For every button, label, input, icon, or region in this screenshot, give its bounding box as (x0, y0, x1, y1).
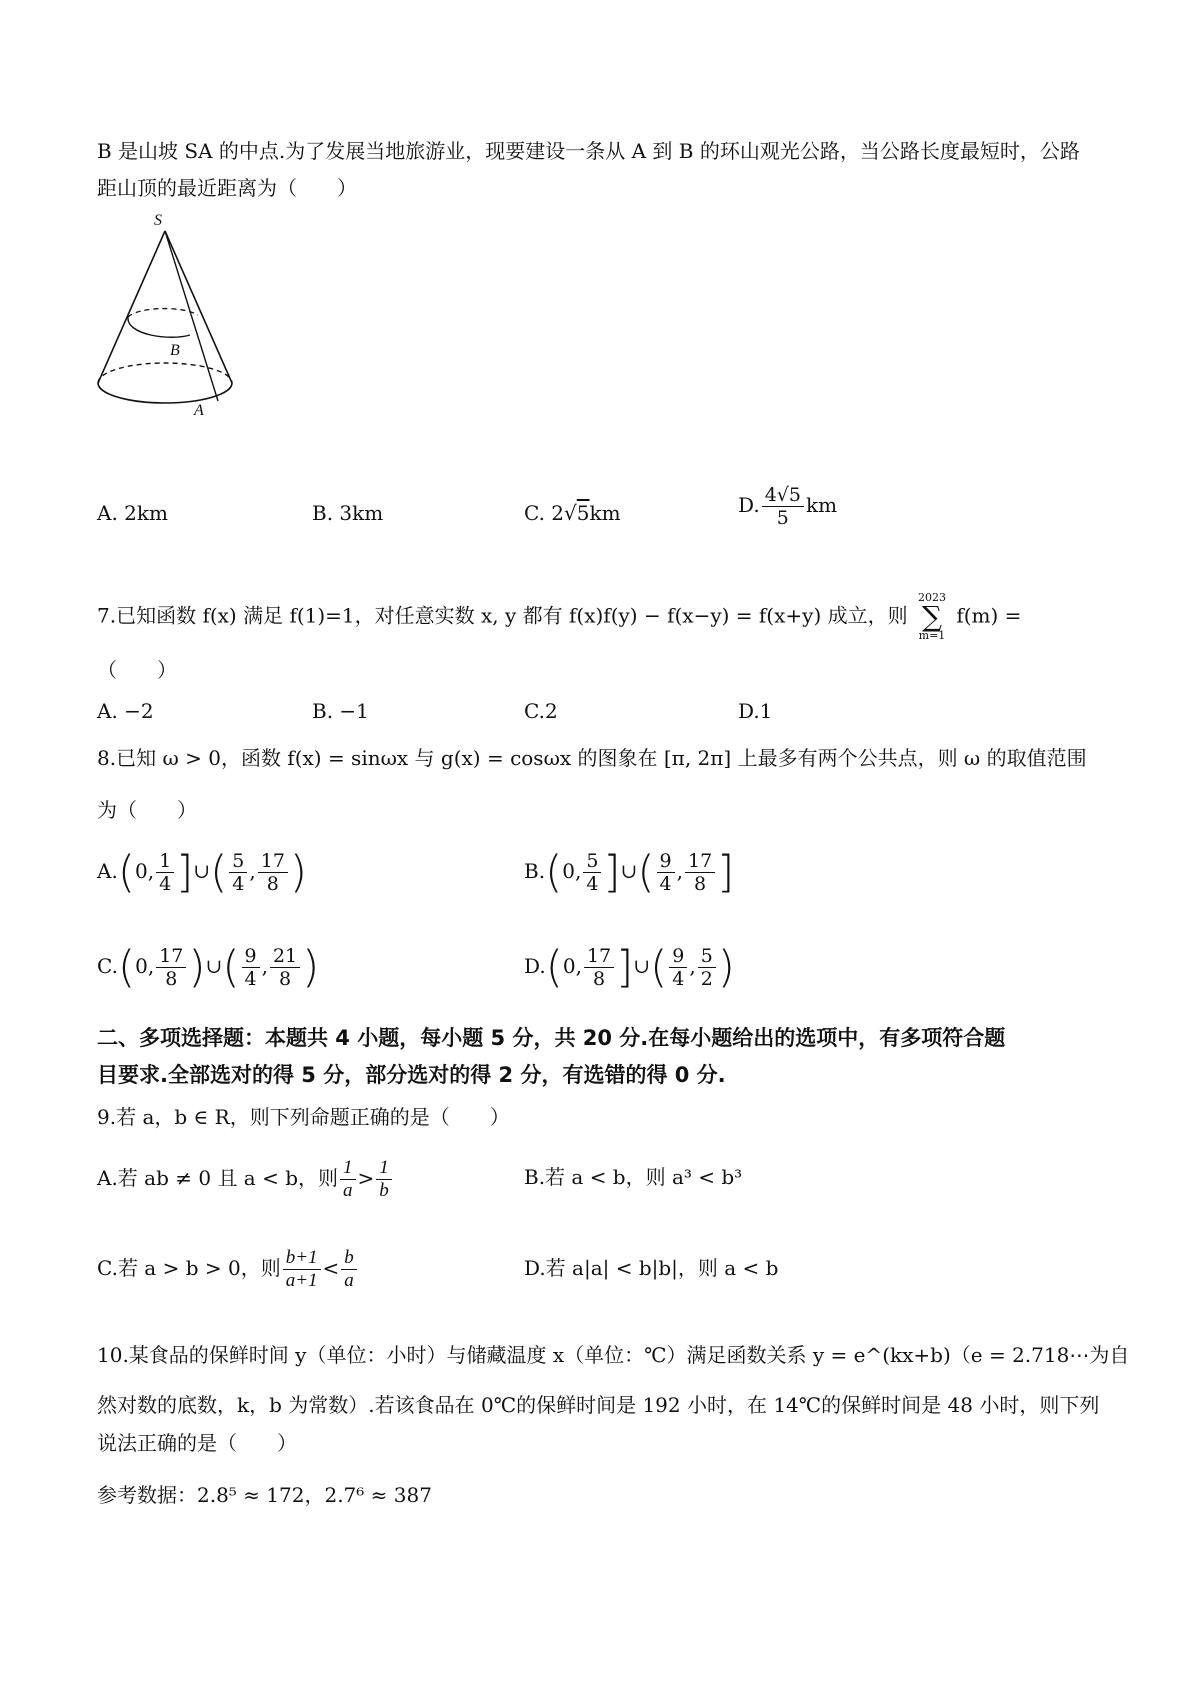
q8-stem: 8.已知 ω > 0，函数 f(x) = sinωx 与 g(x) = cosωx 的图象在 [π, 2π] 上最多有两个公共点，则 ω 的取值范围 (97, 746, 1087, 770)
q7-option-c: C.2 (524, 699, 558, 723)
q8-option-a: A.(0, $\frac{1}{4}$ ]∪( $\frac{5}{4}$ , $\frac{17}{8}$ ) (97, 846, 308, 898)
q9-option-c (97, 1247, 359, 1292)
q10-stem-line3: 说法正确的是（ ） (97, 1431, 297, 1455)
fraction-denominator: 5 (776, 507, 789, 529)
q9-option-a-text: A.若 ab ≠ 0 且 a < b，则 (97, 1166, 338, 1190)
q6-option-b: B. 3km (312, 501, 384, 525)
q7-paren: （ ） (97, 658, 177, 682)
cone-right-edge (165, 231, 232, 383)
fraction-numerator: 9 (657, 850, 675, 873)
fraction-numerator: 1 (156, 850, 174, 873)
option-label: A. (97, 859, 118, 883)
fraction-numerator: 17 (258, 850, 288, 873)
fraction-denominator: b (379, 1180, 389, 1201)
fraction-denominator: 4 (586, 873, 599, 895)
q6-option-d-label: D. (738, 493, 760, 517)
q6-option-a: A. 2km (97, 501, 168, 525)
inequality-sign: > (357, 1166, 375, 1190)
fraction-numerator: 17 (685, 850, 715, 873)
q6-option-c: C. 2√5km (524, 501, 621, 525)
fraction-numerator: 17 (584, 945, 614, 968)
cone-slant-sa (165, 231, 218, 401)
base-front-arc (98, 383, 232, 403)
fraction-denominator: 2 (700, 968, 713, 990)
fraction-numerator: 21 (270, 945, 300, 968)
option-label: D. (524, 954, 546, 978)
sigma-icon: ∑ (921, 600, 942, 633)
cone-figure (90, 205, 240, 435)
path-front-arc (128, 317, 190, 337)
q6-option-d-unit: km (805, 493, 838, 517)
point-b-label: B (170, 342, 180, 359)
section-heading-line2: 目要求.全部选对的得 5 分，部分选对的得 2 分，有选错的得 0 分. (97, 1063, 726, 1087)
fraction-denominator: a (344, 1270, 354, 1291)
fraction-denominator: 4 (232, 873, 245, 895)
q10-stem-line2: 然对数的底数，k，b 为常数）.若该食品在 0℃的保鲜时间是 192 小时，在 14℃的保鲜时间是 48 小时，则下列 (97, 1393, 1100, 1417)
q6-option-d (738, 484, 837, 529)
q6-option-c-radicand: 5 (576, 501, 590, 525)
q9-option-a (97, 1157, 394, 1202)
section-heading-line1: 二、多项选择题：本题共 4 小题，每小题 5 分，共 20 分.在每小题给出的选项中，有多项符合题 (97, 1026, 1006, 1050)
fraction-denominator: 4 (159, 873, 172, 895)
q7-option-a: A. −2 (97, 699, 154, 723)
q9-stem: 9.若 a，b ∈ R，则下列命题正确的是（ ） (97, 1105, 510, 1129)
fraction-denominator: a (343, 1180, 353, 1201)
fraction-denominator: 4 (659, 873, 672, 895)
fraction-numerator: 4√5 (762, 484, 804, 507)
fraction-denominator: 4 (672, 968, 685, 990)
point-a-label: A (194, 402, 204, 419)
fraction-denominator: 8 (266, 873, 279, 895)
q6-option-c-unit: km (589, 501, 621, 525)
fraction-denominator: 8 (279, 968, 292, 990)
summation-lower: m=1 (918, 629, 946, 642)
fraction-denominator: 4 (244, 968, 257, 990)
q8-option-b: B.(0, $\frac{5}{4}$ ]∪( $\frac{9}{4}$ , $\frac{17}{8}$ ] (524, 846, 735, 898)
option-label: C. (97, 954, 118, 978)
fraction-numerator: 9 (242, 945, 260, 968)
q9-option-c-text: C.若 a > b > 0，则 (97, 1256, 281, 1280)
fraction-numerator: 5 (229, 850, 247, 873)
fraction-denominator: 8 (593, 968, 606, 990)
vertex-s-label: S (154, 212, 162, 229)
q8-stem-line2: 为（ ） (97, 798, 197, 822)
q7-stem (97, 592, 1021, 642)
fraction-numerator: 1 (376, 1157, 392, 1180)
inequality-sign: < (322, 1256, 340, 1280)
summation-upper: 2023 (917, 591, 946, 604)
fraction-numerator: 9 (669, 945, 687, 968)
q6-stem-line1: B 是山坡 SA 的中点.为了发展当地旅游业，现要建设一条从 A 到 B 的环山观光公路，当公路长度最短时，公路 (97, 139, 1080, 163)
q7-option-b: B. −1 (312, 699, 369, 723)
q7-stem-text: 7.已知函数 f(x) 满足 f(1)=1，对任意实数 x, y 都有 f(x)f(y) − f(x−y) = f(x+y) 成立，则 (97, 603, 908, 628)
q6-option-d-fraction (762, 484, 804, 529)
q7-sum-expression: f(m) = (956, 603, 1022, 628)
q7-option-d: D.1 (738, 699, 773, 723)
q8-option-c: C.(0, $\frac{17}{8}$ )∪( $\frac{9}{4}$ , $\frac{21}{8}$ ) (97, 941, 320, 993)
fraction-numerator: b+1 (283, 1247, 321, 1270)
q9-option-b: B.若 a < b，则 a³ < b³ (524, 1165, 743, 1189)
fraction-denominator: a+1 (285, 1270, 318, 1291)
fraction-numerator: b (341, 1247, 357, 1270)
fraction-numerator: 5 (698, 945, 716, 968)
q6-option-c-prefix: C. 2 (524, 501, 565, 525)
fraction-numerator: 1 (340, 1157, 356, 1180)
q10-stem-line1: 10.某食品的保鲜时间 y（单位：小时）与储藏温度 x（单位：℃）满足函数关系 y = e^(kx+b)（e = 2.718⋯为自 (97, 1343, 1130, 1367)
fraction-denominator: 8 (165, 968, 178, 990)
fraction-numerator: 5 (583, 850, 601, 873)
summation (918, 592, 946, 642)
q8-option-d: D.(0, $\frac{17}{8}$ ]∪( $\frac{9}{4}$ , $\frac{5}{2}$ ) (524, 941, 735, 993)
option-label: B. (524, 859, 546, 883)
q9-option-d: D.若 a|a| < b|b|，则 a < b (524, 1256, 779, 1280)
q10-reference-data: 参考数据：2.8⁵ ≈ 172，2.7⁶ ≈ 387 (97, 1483, 432, 1507)
fraction-numerator: 17 (156, 945, 186, 968)
q6-stem-line2: 距山顶的最近距离为（ ） (97, 176, 357, 200)
path-back-arc (128, 309, 198, 317)
fraction-denominator: 8 (694, 873, 707, 895)
cone-left-edge (98, 231, 165, 383)
